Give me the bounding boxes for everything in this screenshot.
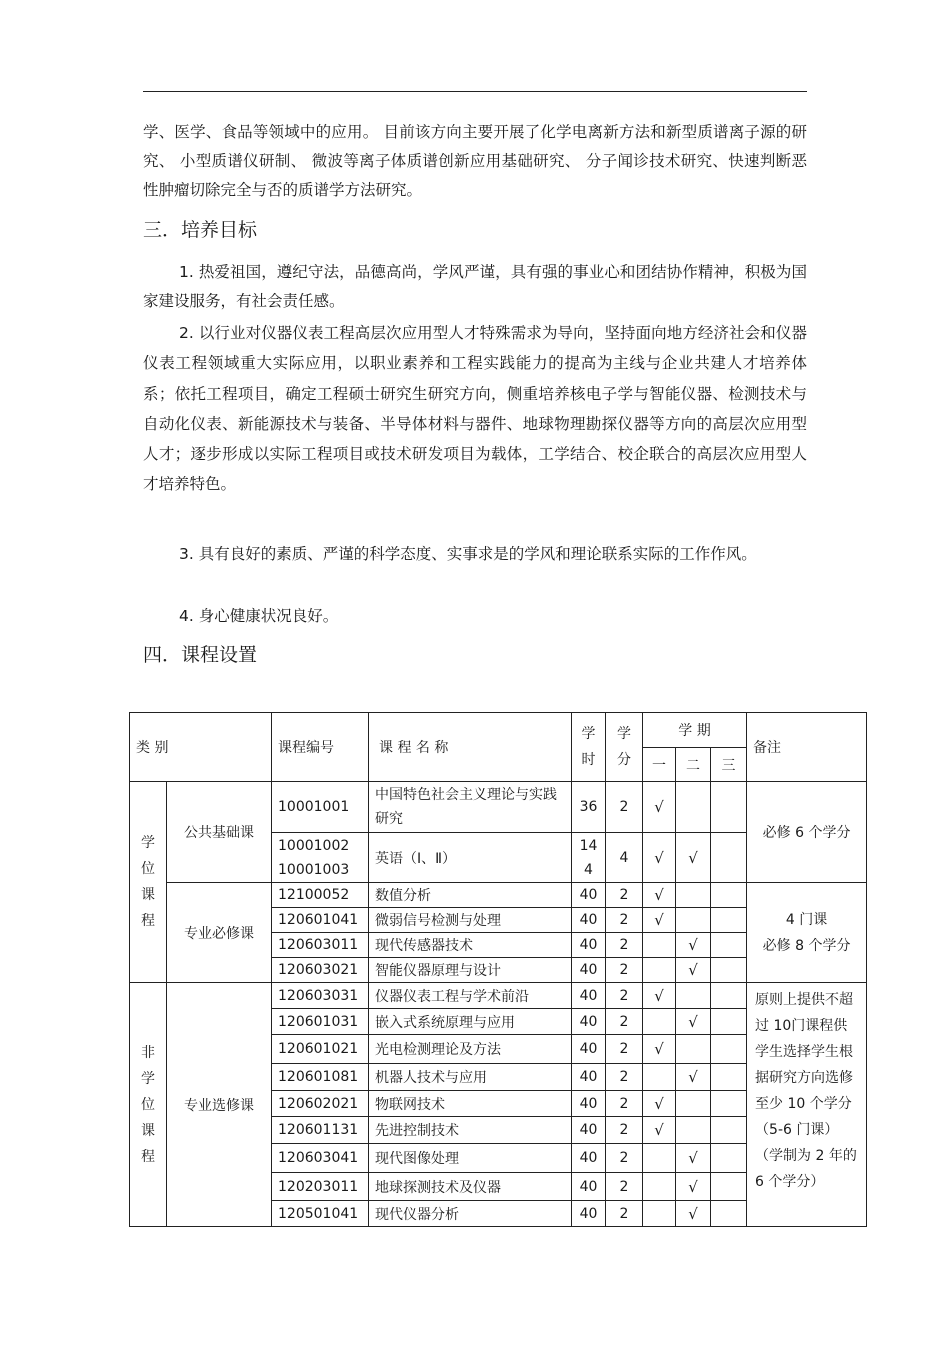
term1-check: √ <box>643 1117 676 1144</box>
course-code: 10001002 10001003 <box>272 833 369 883</box>
course-credits: 2 <box>606 983 643 1009</box>
course-code: 12100052 <box>272 883 369 908</box>
course-credits: 2 <box>606 1173 643 1201</box>
course-name: 光电检测理论及方法 <box>369 1035 572 1064</box>
term2-check <box>676 983 711 1009</box>
course-name: 现代传感器技术 <box>369 933 572 958</box>
course-code: 120501041 <box>272 1201 369 1227</box>
course-name: 嵌入式系统原理与应用 <box>369 1009 572 1035</box>
term3-check <box>711 1173 747 1201</box>
term2-check <box>676 908 711 933</box>
term1-check: √ <box>643 1035 676 1064</box>
header-category: 类 别 <box>130 713 272 782</box>
course-credits: 2 <box>606 883 643 908</box>
course-hours: 14 4 <box>572 833 606 883</box>
course-credits: 2 <box>606 958 643 983</box>
term1-check <box>643 1144 676 1173</box>
term2-check <box>676 1117 711 1144</box>
term1-check: √ <box>643 1091 676 1117</box>
course-code: 10001001 <box>272 782 369 833</box>
term1-check: √ <box>643 883 676 908</box>
course-name: 物联网技术 <box>369 1091 572 1117</box>
term3-check <box>711 1035 747 1064</box>
course-hours: 40 <box>572 983 606 1009</box>
course-code: 120603031 <box>272 983 369 1009</box>
term3-check <box>711 1117 747 1144</box>
course-hours: 40 <box>572 933 606 958</box>
course-name: 英语（Ⅰ、Ⅱ） <box>369 833 572 883</box>
course-code: 120601031 <box>272 1009 369 1035</box>
goal-item-1: 1. 热爱祖国，遵纪守法，品德高尚，学风严谨，具有强的事业心和团结协作精神，积极为国家建设服务，有社会责任感。 <box>143 263 807 310</box>
course-credits: 2 <box>606 933 643 958</box>
term1-check <box>643 933 676 958</box>
term3-check <box>711 833 747 883</box>
term2-check: √ <box>676 933 711 958</box>
term3-check <box>711 1009 747 1035</box>
course-credits: 4 <box>606 833 643 883</box>
term2-check <box>676 782 711 833</box>
goal-item-2: 2. 以行业对仪器仪表工程高层次应用型人才特殊需求为导向，坚持面向地方经济社会和仪器仪表工程领域重大实际应用，以职业素养和工程实践能力的提高为主线与企业共建人才培养体系；依托工程项目，确定工程硕士研究生研究方向，侧重培养核电子学与智能仪器、检测技术与自动化仪表、新能源技术与装备、半导体材料与器件、地球物理勘探仪器等方向的高层次应用型人才；逐步形成以实际工程项目或技术研发项目为载体，工学结合、校企联合的高层次应用型人才培养特色。 <box>143 324 807 494</box>
note-elective: 原则上提供不超过 10门课程供学生选择学生根据研究方向选修至少 10 个学分（5-6 门课）（学制为 2 年的 6 个学分） <box>747 983 867 1227</box>
course-credits: 2 <box>606 782 643 833</box>
subgroup-elective: 专业选修课 <box>167 983 272 1227</box>
course-name: 微弱信号检测与处理 <box>369 908 572 933</box>
term1-check <box>643 958 676 983</box>
header-credits: 学 分 <box>606 713 643 782</box>
course-name: 数值分析 <box>369 883 572 908</box>
term3-check <box>711 1064 747 1091</box>
course-name: 现代仪器分析 <box>369 1201 572 1227</box>
term3-check <box>711 958 747 983</box>
course-code: 120601041 <box>272 908 369 933</box>
course-credits: 2 <box>606 908 643 933</box>
table-row <box>130 983 867 1009</box>
term1-check: √ <box>643 908 676 933</box>
group-nondegree: 非 学 位 课 程 <box>130 983 167 1227</box>
group-degree: 学 位 课 程 <box>130 782 167 983</box>
course-hours: 40 <box>572 958 606 983</box>
course-name: 智能仪器原理与设计 <box>369 958 572 983</box>
course-hours: 40 <box>572 908 606 933</box>
course-name: 仪器仪表工程与学术前沿 <box>369 983 572 1009</box>
course-credits: 2 <box>606 1091 643 1117</box>
course-hours: 40 <box>572 1035 606 1064</box>
term3-check <box>711 1144 747 1173</box>
course-hours: 40 <box>572 883 606 908</box>
term2-check: √ <box>676 1201 711 1227</box>
course-code: 120603021 <box>272 958 369 983</box>
note-public: 必修 6 个学分 <box>747 782 867 883</box>
note-required: 4 门课 必修 8 个学分 <box>747 883 867 983</box>
term1-check <box>643 1173 676 1201</box>
course-table <box>129 712 867 1227</box>
term1-check <box>643 1201 676 1227</box>
header-term: 学 期 <box>643 713 747 748</box>
course-credits: 2 <box>606 1144 643 1173</box>
course-name: 先进控制技术 <box>369 1117 572 1144</box>
course-code: 120603011 <box>272 933 369 958</box>
course-code: 120601021 <box>272 1035 369 1064</box>
course-hours: 36 <box>572 782 606 833</box>
term1-check <box>643 1064 676 1091</box>
course-name: 机器人技术与应用 <box>369 1064 572 1091</box>
term2-check: √ <box>676 1173 711 1201</box>
course-credits: 2 <box>606 1035 643 1064</box>
term2-check: √ <box>676 1009 711 1035</box>
header-rule <box>143 91 807 92</box>
course-credits: 2 <box>606 1009 643 1035</box>
term3-check <box>711 1201 747 1227</box>
term3-check <box>711 1091 747 1117</box>
course-code: 120601131 <box>272 1117 369 1144</box>
goal-item-4: 4. 身心健康状况良好。 <box>179 607 339 625</box>
course-hours: 40 <box>572 1201 606 1227</box>
intro-paragraph: 学、医学、食品等领域中的应用。 目前该方向主要开展了化学电离新方法和新型质谱离子源的研究、 小型质谱仪研制、 微波等离子体质谱创新应用基础研究、 分子闻诊技术研究、快速判断恶性肿瘤切除完全与否的质谱学方法研究。 <box>143 123 807 199</box>
course-name: 现代图像处理 <box>369 1144 572 1173</box>
section-heading-goals: 三．培养目标 <box>143 219 258 241</box>
term1-check: √ <box>643 782 676 833</box>
course-code: 120203011 <box>272 1173 369 1201</box>
course-hours: 40 <box>572 1173 606 1201</box>
term3-check <box>711 782 747 833</box>
subgroup-required: 专业必修课 <box>167 883 272 983</box>
table-row <box>130 883 867 908</box>
term2-check: √ <box>676 1064 711 1091</box>
course-hours: 40 <box>572 1117 606 1144</box>
term1-check: √ <box>643 983 676 1009</box>
course-hours: 40 <box>572 1144 606 1173</box>
header-hours: 学 时 <box>572 713 606 782</box>
course-name: 中国特色社会主义理论与实践研究 <box>369 782 572 833</box>
course-credits: 2 <box>606 1064 643 1091</box>
term3-check <box>711 883 747 908</box>
goal-item-3: 3. 具有良好的素质、严谨的科学态度、实事求是的学风和理论联系实际的工作作风。 <box>179 545 757 563</box>
course-credits: 2 <box>606 1117 643 1144</box>
term3-check <box>711 983 747 1009</box>
term2-check: √ <box>676 958 711 983</box>
header-term-1: 一 <box>643 748 676 782</box>
course-credits: 2 <box>606 1201 643 1227</box>
header-term-2: 二 <box>676 748 711 782</box>
subgroup-public: 公共基础课 <box>167 782 272 883</box>
term1-check: √ <box>643 833 676 883</box>
section-heading-courses: 四．课程设置 <box>143 644 258 666</box>
course-hours: 40 <box>572 1009 606 1035</box>
course-name: 地球探测技术及仪器 <box>369 1173 572 1201</box>
term3-check <box>711 908 747 933</box>
header-name: 课 程 名 称 <box>369 713 572 782</box>
course-hours: 40 <box>572 1064 606 1091</box>
course-code: 120603041 <box>272 1144 369 1173</box>
course-code: 120601081 <box>272 1064 369 1091</box>
term2-check: √ <box>676 833 711 883</box>
term2-check <box>676 1035 711 1064</box>
table-row <box>130 782 867 833</box>
header-code: 课程编号 <box>272 713 369 782</box>
header-term-3: 三 <box>711 748 747 782</box>
term2-check: √ <box>676 1144 711 1173</box>
course-code: 120602021 <box>272 1091 369 1117</box>
term1-check <box>643 1009 676 1035</box>
term2-check <box>676 883 711 908</box>
header-note: 备注 <box>747 713 867 782</box>
term2-check <box>676 1091 711 1117</box>
term3-check <box>711 933 747 958</box>
course-hours: 40 <box>572 1091 606 1117</box>
